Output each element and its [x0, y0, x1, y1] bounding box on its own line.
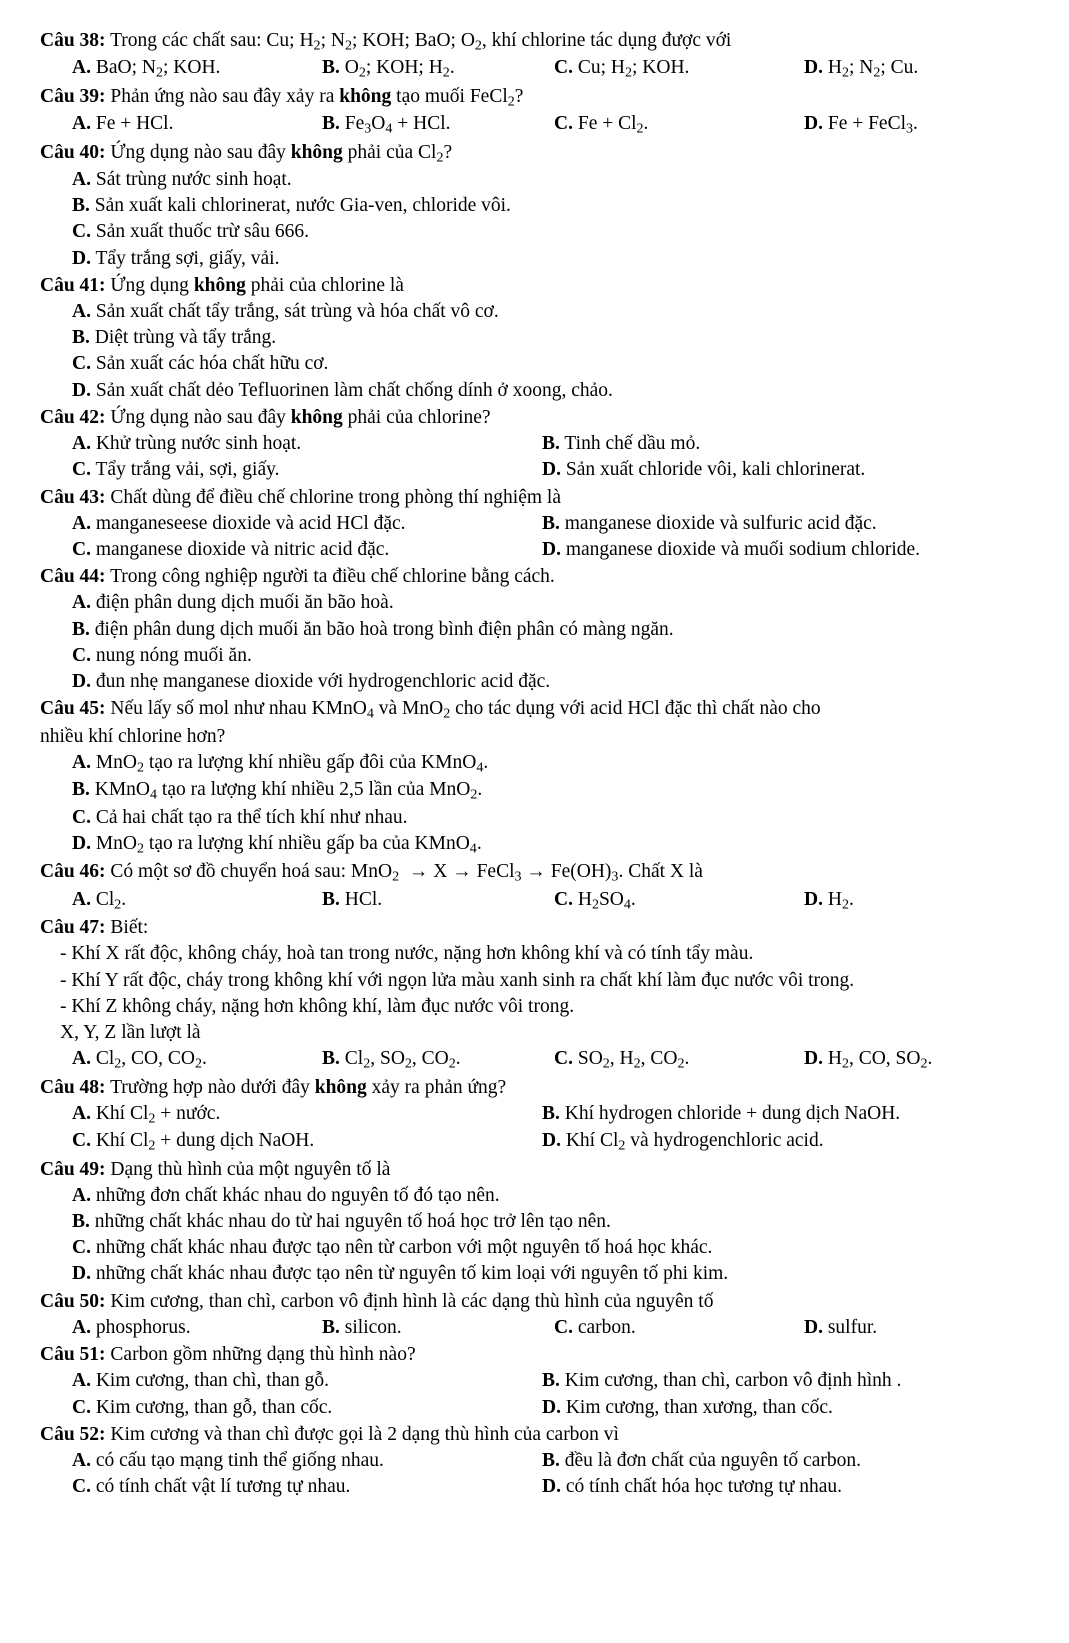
question-item [40, 273, 1029, 404]
answer-option[interactable] [522, 55, 772, 82]
answer-option[interactable] [510, 1474, 1010, 1500]
answer-option-row [40, 777, 1029, 804]
answer-option-row [40, 887, 1029, 914]
option-letter: C. [554, 57, 573, 79]
answer-options [40, 299, 1029, 404]
option-letter: C. [554, 1316, 573, 1338]
answer-option[interactable] [40, 1261, 1029, 1287]
option-letter: C. [72, 221, 91, 243]
answer-option-row [40, 805, 1029, 831]
question-number: Câu 48: [40, 1076, 106, 1098]
answer-option-row [40, 457, 1029, 483]
answer-option[interactable] [772, 887, 1012, 914]
answer-option-row [40, 1448, 1029, 1474]
answer-options [40, 1046, 1029, 1073]
answer-option[interactable] [290, 1046, 522, 1073]
option-text: phosphorus. [95, 1316, 191, 1338]
answer-option-row [40, 431, 1029, 457]
option-text: những chất khác nhau do từ hai nguyên tố hoá học trở lên tạo nên. [94, 1211, 611, 1233]
answer-option[interactable] [510, 431, 1010, 457]
option-text: KMnO$_4$ tạo ra lượng khí nhiều 2,5 lần của MnO$_2$. [94, 779, 483, 803]
option-letter: B. [72, 327, 90, 349]
option-text: Khử trùng nước sinh hoạt. [95, 433, 302, 455]
answer-option[interactable] [40, 1046, 290, 1073]
answer-option[interactable] [772, 55, 1012, 82]
answer-option[interactable] [290, 887, 522, 914]
option-letter: B. [72, 1211, 90, 1233]
option-letter: B. [72, 779, 90, 801]
option-text: Cu; $H_2$; KOH. [577, 57, 690, 81]
question-detail-line: - Khí X rất độc, không cháy, hoà tan trong nước, nặng hơn không khí và có tính tẩy màu. [60, 943, 754, 965]
answer-options [40, 750, 1029, 858]
option-letter: A. [72, 1048, 91, 1070]
answer-option[interactable] [510, 457, 1010, 483]
option-text: manganese dioxide và nitric acid đặc. [95, 539, 390, 561]
option-text: có tính chất vật lí tương tự nhau. [95, 1476, 351, 1498]
question-stem [40, 915, 1029, 941]
answer-options [40, 167, 1029, 272]
question-stem [40, 273, 1029, 299]
answer-option[interactable] [40, 111, 290, 138]
option-letter: D. [804, 57, 823, 79]
answer-option[interactable] [510, 537, 1010, 563]
option-letter: B. [542, 433, 560, 455]
answer-options [40, 431, 1029, 483]
option-text: manganese dioxide và muối sodium chloride. [565, 539, 921, 561]
answer-option[interactable] [40, 351, 1029, 377]
answer-option[interactable] [40, 617, 1029, 643]
option-text: Fe + HCl. [95, 113, 174, 135]
option-text: Sản xuất các hóa chất hữu cơ. [95, 353, 329, 375]
option-letter: A. [72, 433, 91, 455]
question-stem-text: Có một sơ đồ chuyển hoá sau: MnO$_2$ → X → FeCl$_3$ → $Fe(OH)_3$. Chất X là [110, 861, 703, 885]
question-item [40, 1075, 1029, 1156]
question-number: Câu 52: [40, 1423, 106, 1445]
option-text: Sản xuất kali chlorinerat, nước Gia-ven, chloride vôi. [94, 195, 511, 217]
answer-option[interactable] [40, 1368, 510, 1394]
option-letter: D. [804, 1048, 823, 1070]
option-letter: D. [804, 888, 823, 910]
question-detail-line: - Khí Y rất độc, cháy trong không khí với ngọn lửa màu xanh sinh ra chất khí làm đục nước vôi trong. [60, 969, 855, 991]
question-number: Câu 41: [40, 274, 106, 296]
option-letter: B. [542, 512, 560, 534]
option-letter: A. [72, 1370, 91, 1392]
question-stem-text: Kim cương và than chì được gọi là 2 dạng thù hình của carbon vì [110, 1423, 619, 1445]
option-text: Sản xuất thuốc trừ sâu 666. [95, 221, 309, 243]
answer-option-row [40, 831, 1029, 858]
question-stem [40, 1289, 1029, 1315]
option-letter: C. [72, 1476, 91, 1498]
answer-option-row [40, 1368, 1029, 1394]
question-item [40, 1289, 1029, 1341]
answer-option-row [40, 1183, 1029, 1209]
question-stem [40, 405, 1029, 431]
answer-option-row [40, 1395, 1029, 1421]
option-text: carbon. [577, 1316, 636, 1338]
option-letter: C. [72, 644, 91, 666]
option-text: sulfur. [827, 1316, 878, 1338]
option-text: Kim cương, than gỗ, than cốc. [95, 1396, 333, 1418]
option-letter: B. [322, 1048, 340, 1070]
option-text: Diệt trùng và tẩy trắng. [94, 327, 277, 349]
option-text: những chất khác nhau được tạo nên từ carbon với một nguyên tố hoá học khác. [95, 1237, 713, 1259]
answer-option-row [40, 111, 1029, 138]
option-text: Tẩy trắng sợi, giấy, vải. [95, 247, 280, 269]
answer-options [40, 1101, 1029, 1156]
answer-option-row [40, 1209, 1029, 1235]
answer-option[interactable] [772, 111, 1012, 138]
option-letter: C. [554, 113, 573, 135]
option-text: Sản xuất chất tẩy trắng, sát trùng và hóa chất vô cơ. [95, 301, 499, 323]
answer-option-row [40, 246, 1029, 272]
option-letter: A. [72, 1450, 91, 1471]
answer-option[interactable] [510, 511, 1010, 537]
answer-option[interactable] [40, 325, 1029, 351]
question-item [40, 485, 1029, 564]
answer-option[interactable] [772, 1046, 1012, 1073]
option-text: $H_2$, CO, $SO_2$. [827, 1048, 933, 1072]
option-letter: D. [72, 1263, 91, 1285]
question-number: Câu 38: [40, 30, 106, 51]
option-letter: C. [554, 888, 573, 910]
option-text: Khí $Cl_2$ và hydrogenchloric acid. [565, 1130, 824, 1154]
answer-option-row [40, 617, 1029, 643]
question-stem [40, 84, 1029, 111]
answer-option[interactable] [40, 1448, 510, 1474]
question-stem [40, 28, 1029, 55]
question-stem [40, 1422, 1029, 1448]
option-letter: B. [542, 1450, 560, 1471]
option-text: những đơn chất khác nhau do nguyên tố đó tạo nên. [95, 1184, 500, 1206]
question-number: Câu 44: [40, 566, 106, 588]
option-text: Khí hydrogen chloride + dung dịch NaOH. [564, 1102, 901, 1124]
answer-option-row [40, 351, 1029, 377]
question-item [40, 859, 1029, 914]
option-text: Fe + FeCl$_3$. [827, 113, 918, 137]
answer-options [40, 1368, 1029, 1420]
option-letter: A. [72, 592, 91, 614]
option-letter: D. [804, 113, 823, 135]
answer-options [40, 1448, 1029, 1500]
answer-option[interactable] [40, 1101, 510, 1128]
question-number: Câu 47: [40, 917, 106, 939]
option-letter: C. [72, 806, 91, 828]
option-text: $H_2SO_4$. [577, 888, 636, 913]
option-letter: A. [72, 512, 91, 534]
question-stem-continued: nhiều khí chlorine hơn? [40, 725, 226, 747]
option-text: Sản xuất chất dẻo Tefluorinen làm chất chống dính ở xoong, chảo. [95, 379, 613, 401]
answer-option[interactable] [40, 246, 1029, 272]
option-text: $H_2$. [827, 888, 854, 913]
answer-options [40, 1315, 1029, 1341]
option-letter: D. [542, 459, 561, 481]
answer-option-row [40, 669, 1029, 695]
answer-option[interactable] [522, 887, 772, 914]
option-letter: A. [72, 888, 91, 910]
option-text: Sản xuất chloride vôi, kali chlorinerat. [565, 459, 866, 481]
answer-option[interactable] [40, 590, 1029, 616]
option-text: nung nóng muối ăn. [95, 644, 252, 666]
option-letter: D. [542, 1396, 561, 1418]
answer-options [40, 111, 1029, 138]
answer-option[interactable] [40, 750, 1029, 777]
question-stem-text: Trong các chất sau: Cu; $H_2$; $N_2$; KOH; BaO; $O_2$, khí chlorine tác dụng được với [110, 30, 732, 54]
option-letter: B. [542, 1102, 560, 1124]
question-stem [40, 859, 1029, 886]
question-item [40, 1342, 1029, 1421]
answer-options [40, 1183, 1029, 1288]
answer-option[interactable] [510, 1448, 1010, 1474]
option-text: Sát trùng nước sinh hoạt. [95, 168, 292, 190]
option-text: $SO_2$, $H_2$, $CO_2$. [577, 1048, 690, 1072]
option-text: $Cl_2$, $SO_2$, $CO_2$. [344, 1048, 461, 1072]
option-text: $Fe + Cl_2$. [577, 113, 649, 137]
answer-option[interactable] [290, 1315, 522, 1341]
answer-option[interactable] [40, 1474, 510, 1500]
option-letter: C. [72, 539, 91, 561]
answer-option[interactable] [40, 299, 1029, 325]
question-item [40, 84, 1029, 139]
answer-option-row [40, 325, 1029, 351]
question-stem [40, 485, 1029, 511]
question-number: Câu 43: [40, 486, 106, 508]
option-letter: A. [72, 301, 91, 323]
option-letter: D. [72, 247, 91, 269]
option-letter: C. [72, 1396, 91, 1418]
answer-options [40, 511, 1029, 563]
question-number: Câu 51: [40, 1344, 106, 1366]
answer-option-row [40, 1474, 1029, 1500]
answer-option[interactable] [290, 111, 522, 138]
answer-option-row [40, 193, 1029, 219]
option-letter: D. [72, 671, 91, 693]
answer-option[interactable] [40, 219, 1029, 245]
option-text: đun nhẹ manganese dioxide với hydrogenchloric acid đặc. [95, 671, 551, 693]
option-letter: A. [72, 113, 91, 135]
question-stem [40, 1342, 1029, 1368]
question-number: Câu 39: [40, 85, 106, 107]
question-number: Câu 42: [40, 406, 106, 428]
answer-option-row [40, 750, 1029, 777]
option-letter: D. [542, 1476, 561, 1498]
option-letter: A. [72, 751, 91, 773]
option-text: MnO$_2$ tạo ra lượng khí nhiều gấp ba của KMnO$_4$. [95, 832, 482, 857]
option-letter: D. [72, 379, 91, 401]
option-text: có cấu tạo mạng tinh thể giống nhau. [95, 1450, 384, 1471]
answer-option[interactable] [510, 1395, 1010, 1421]
answer-option[interactable] [40, 1395, 510, 1421]
answer-option[interactable] [510, 1101, 1010, 1128]
option-text: HCl. [344, 888, 383, 910]
option-text: Cả hai chất tạo ra thể tích khí như nhau. [95, 806, 408, 828]
question-stem-text: Dạng thù hình của một nguyên tố là [110, 1158, 391, 1180]
answer-option[interactable] [40, 1315, 290, 1341]
option-text: đều là đơn chất của nguyên tố carbon. [564, 1450, 861, 1471]
answer-option-row [40, 299, 1029, 325]
option-letter: D. [542, 539, 561, 561]
answer-option-row [40, 219, 1029, 245]
question-stem-text: Phản ứng nào sau đây xảy ra không tạo muối FeCl$_2$? [110, 85, 524, 110]
answer-option[interactable] [522, 111, 772, 138]
answer-option-row [40, 537, 1029, 563]
option-letter: A. [72, 1102, 91, 1124]
option-letter: B. [322, 113, 340, 135]
answer-option-row [40, 1235, 1029, 1261]
option-letter: B. [322, 1316, 340, 1338]
answer-option[interactable] [40, 457, 510, 483]
option-text: điện phân dung dịch muối ăn bão hoà trong bình điện phân có màng ngăn. [94, 618, 674, 640]
option-text: những chất khác nhau được tạo nên từ nguyên tố kim loại với nguyên tố phi kim. [95, 1263, 729, 1285]
question-stem-text: Carbon gồm những dạng thù hình nào? [110, 1344, 416, 1366]
option-letter: C. [554, 1048, 573, 1070]
question-item [40, 1157, 1029, 1288]
question-item [40, 696, 1029, 858]
answer-option-row [40, 643, 1029, 669]
question-item [40, 28, 1029, 83]
option-text: Khí $Cl_2$ + nước. [95, 1102, 221, 1127]
option-text: $Cl_2$, CO, $CO_2$. [95, 1048, 207, 1072]
option-letter: B. [542, 1370, 560, 1392]
answer-option[interactable] [40, 831, 1029, 858]
option-text: $Fe_3O_4$ + HCl. [344, 113, 451, 137]
option-letter: D. [72, 832, 91, 854]
answer-option[interactable] [40, 511, 510, 537]
question-stem-text: Chất dùng để điều chế chlorine trong phòng thí nghiệm là [110, 486, 561, 508]
answer-option[interactable] [510, 1128, 1010, 1155]
option-letter: A. [72, 168, 91, 190]
option-text: $O_2$; KOH; $H_2$. [344, 57, 455, 81]
option-letter: B. [322, 888, 340, 910]
answer-option[interactable] [40, 55, 290, 82]
answer-option-row [40, 1101, 1029, 1128]
option-text: $Cl_2$. [95, 888, 127, 913]
answer-options [40, 55, 1029, 82]
answer-option[interactable] [772, 1315, 1012, 1341]
question-stem [40, 1075, 1029, 1101]
option-letter: A. [72, 1184, 91, 1206]
option-letter: B. [72, 195, 90, 217]
option-letter: B. [72, 618, 90, 640]
question-number: Câu 49: [40, 1158, 106, 1180]
option-text: $H_2$; $N_2$; Cu. [827, 57, 919, 81]
answer-option[interactable] [40, 887, 290, 914]
answer-option[interactable] [40, 1235, 1029, 1261]
option-text: Kim cương, than chì, carbon vô định hình . [564, 1370, 902, 1392]
answer-option[interactable] [40, 805, 1029, 831]
question-number: Câu 40: [40, 141, 106, 163]
option-letter: D. [542, 1130, 561, 1152]
answer-option[interactable] [40, 537, 510, 563]
option-letter: A. [72, 57, 91, 79]
answer-option-row [40, 378, 1029, 404]
answer-option[interactable] [40, 378, 1029, 404]
option-letter: B. [322, 57, 340, 79]
answer-option[interactable] [40, 431, 510, 457]
option-text: manganese dioxide và sulfuric acid đặc. [564, 512, 877, 534]
question-item [40, 1422, 1029, 1501]
answer-option[interactable] [40, 1209, 1029, 1235]
question-number: Câu 45: [40, 698, 106, 720]
option-text: MnO$_2$ tạo ra lượng khí nhiều gấp đôi của KMnO$_4$. [95, 751, 489, 776]
answer-option-row [40, 511, 1029, 537]
question-stem-text: Biết: [110, 917, 149, 939]
answer-option-row [40, 1315, 1029, 1341]
question-list [40, 28, 1029, 1500]
option-text: điện phân dung dịch muối ăn bão hoà. [95, 592, 394, 614]
question-stem [40, 696, 1029, 723]
option-text: Khí $Cl_2$ + dung dịch NaOH. [95, 1130, 315, 1154]
question-item [40, 915, 1029, 1073]
question-stem [40, 140, 1029, 167]
option-text: Tinh chế dầu mỏ. [564, 433, 701, 455]
question-detail-line: - Khí Z không cháy, nặng hơn không khí, làm đục nước vôi trong. [60, 995, 575, 1017]
answer-option[interactable] [40, 193, 1029, 219]
question-stem-text: Trong công nghiệp người ta điều chế chlorine bằng cách. [110, 566, 555, 588]
answer-options [40, 590, 1029, 695]
question-stem-text: Nếu lấy số mol như nhau KMnO$_4$ và MnO$_2$ cho tác dụng với acid HCl đặc thì chất nào cho [110, 698, 821, 722]
option-text: Tẩy trắng vải, sợi, giấy. [95, 459, 280, 481]
option-text: Kim cương, than xương, than cốc. [565, 1396, 833, 1418]
answer-option[interactable] [40, 167, 1029, 193]
option-letter: C. [72, 459, 91, 481]
question-stem-text: Ứng dụng nào sau đây không phải của chlorine? [110, 406, 491, 428]
answer-option[interactable] [522, 1315, 772, 1341]
answer-option-row [40, 1046, 1029, 1073]
question-stem [40, 564, 1029, 590]
option-letter: C. [72, 1237, 91, 1259]
option-text: silicon. [344, 1316, 402, 1338]
option-letter: C. [72, 1130, 91, 1152]
question-number: Câu 46: [40, 861, 106, 883]
question-item [40, 564, 1029, 695]
answer-option[interactable] [290, 55, 522, 82]
question-stem-text: Ứng dụng nào sau đây không phải của $Cl_2$? [110, 141, 453, 166]
answer-option-row [40, 1128, 1029, 1155]
answer-options [40, 887, 1029, 914]
option-letter: C. [72, 353, 91, 375]
question-stem [40, 1157, 1029, 1183]
answer-option[interactable] [40, 1128, 510, 1155]
answer-option-row [40, 590, 1029, 616]
answer-option[interactable] [40, 777, 1029, 804]
answer-option[interactable] [522, 1046, 772, 1073]
option-text: Kim cương, than chì, than gỗ. [95, 1370, 330, 1392]
question-stem-text: Trường hợp nào dưới đây không xảy ra phản ứng? [110, 1076, 507, 1098]
answer-option-row [40, 1261, 1029, 1287]
question-stem-text: Kim cương, than chì, carbon vô định hình là các dạng thù hình của nguyên tố [110, 1290, 714, 1312]
answer-option[interactable] [40, 1183, 1029, 1209]
question-stem-text: Ứng dụng không phải của chlorine là [110, 274, 404, 296]
answer-option-row [40, 55, 1029, 82]
option-text: manganeseese dioxide và acid HCl đặc. [95, 512, 406, 534]
option-text: có tính chất hóa học tương tự nhau. [565, 1476, 843, 1498]
answer-option[interactable] [510, 1368, 1010, 1394]
question-item [40, 405, 1029, 484]
answer-option[interactable] [40, 669, 1029, 695]
question-detail-line: X, Y, Z lần lượt là [60, 1021, 201, 1043]
question-item [40, 140, 1029, 272]
answer-option-row [40, 167, 1029, 193]
question-number: Câu 50: [40, 1290, 106, 1312]
option-letter: A. [72, 1316, 91, 1338]
option-letter: D. [804, 1316, 823, 1338]
answer-option[interactable] [40, 643, 1029, 669]
option-text: BaO; $N_2$; KOH. [95, 57, 221, 81]
